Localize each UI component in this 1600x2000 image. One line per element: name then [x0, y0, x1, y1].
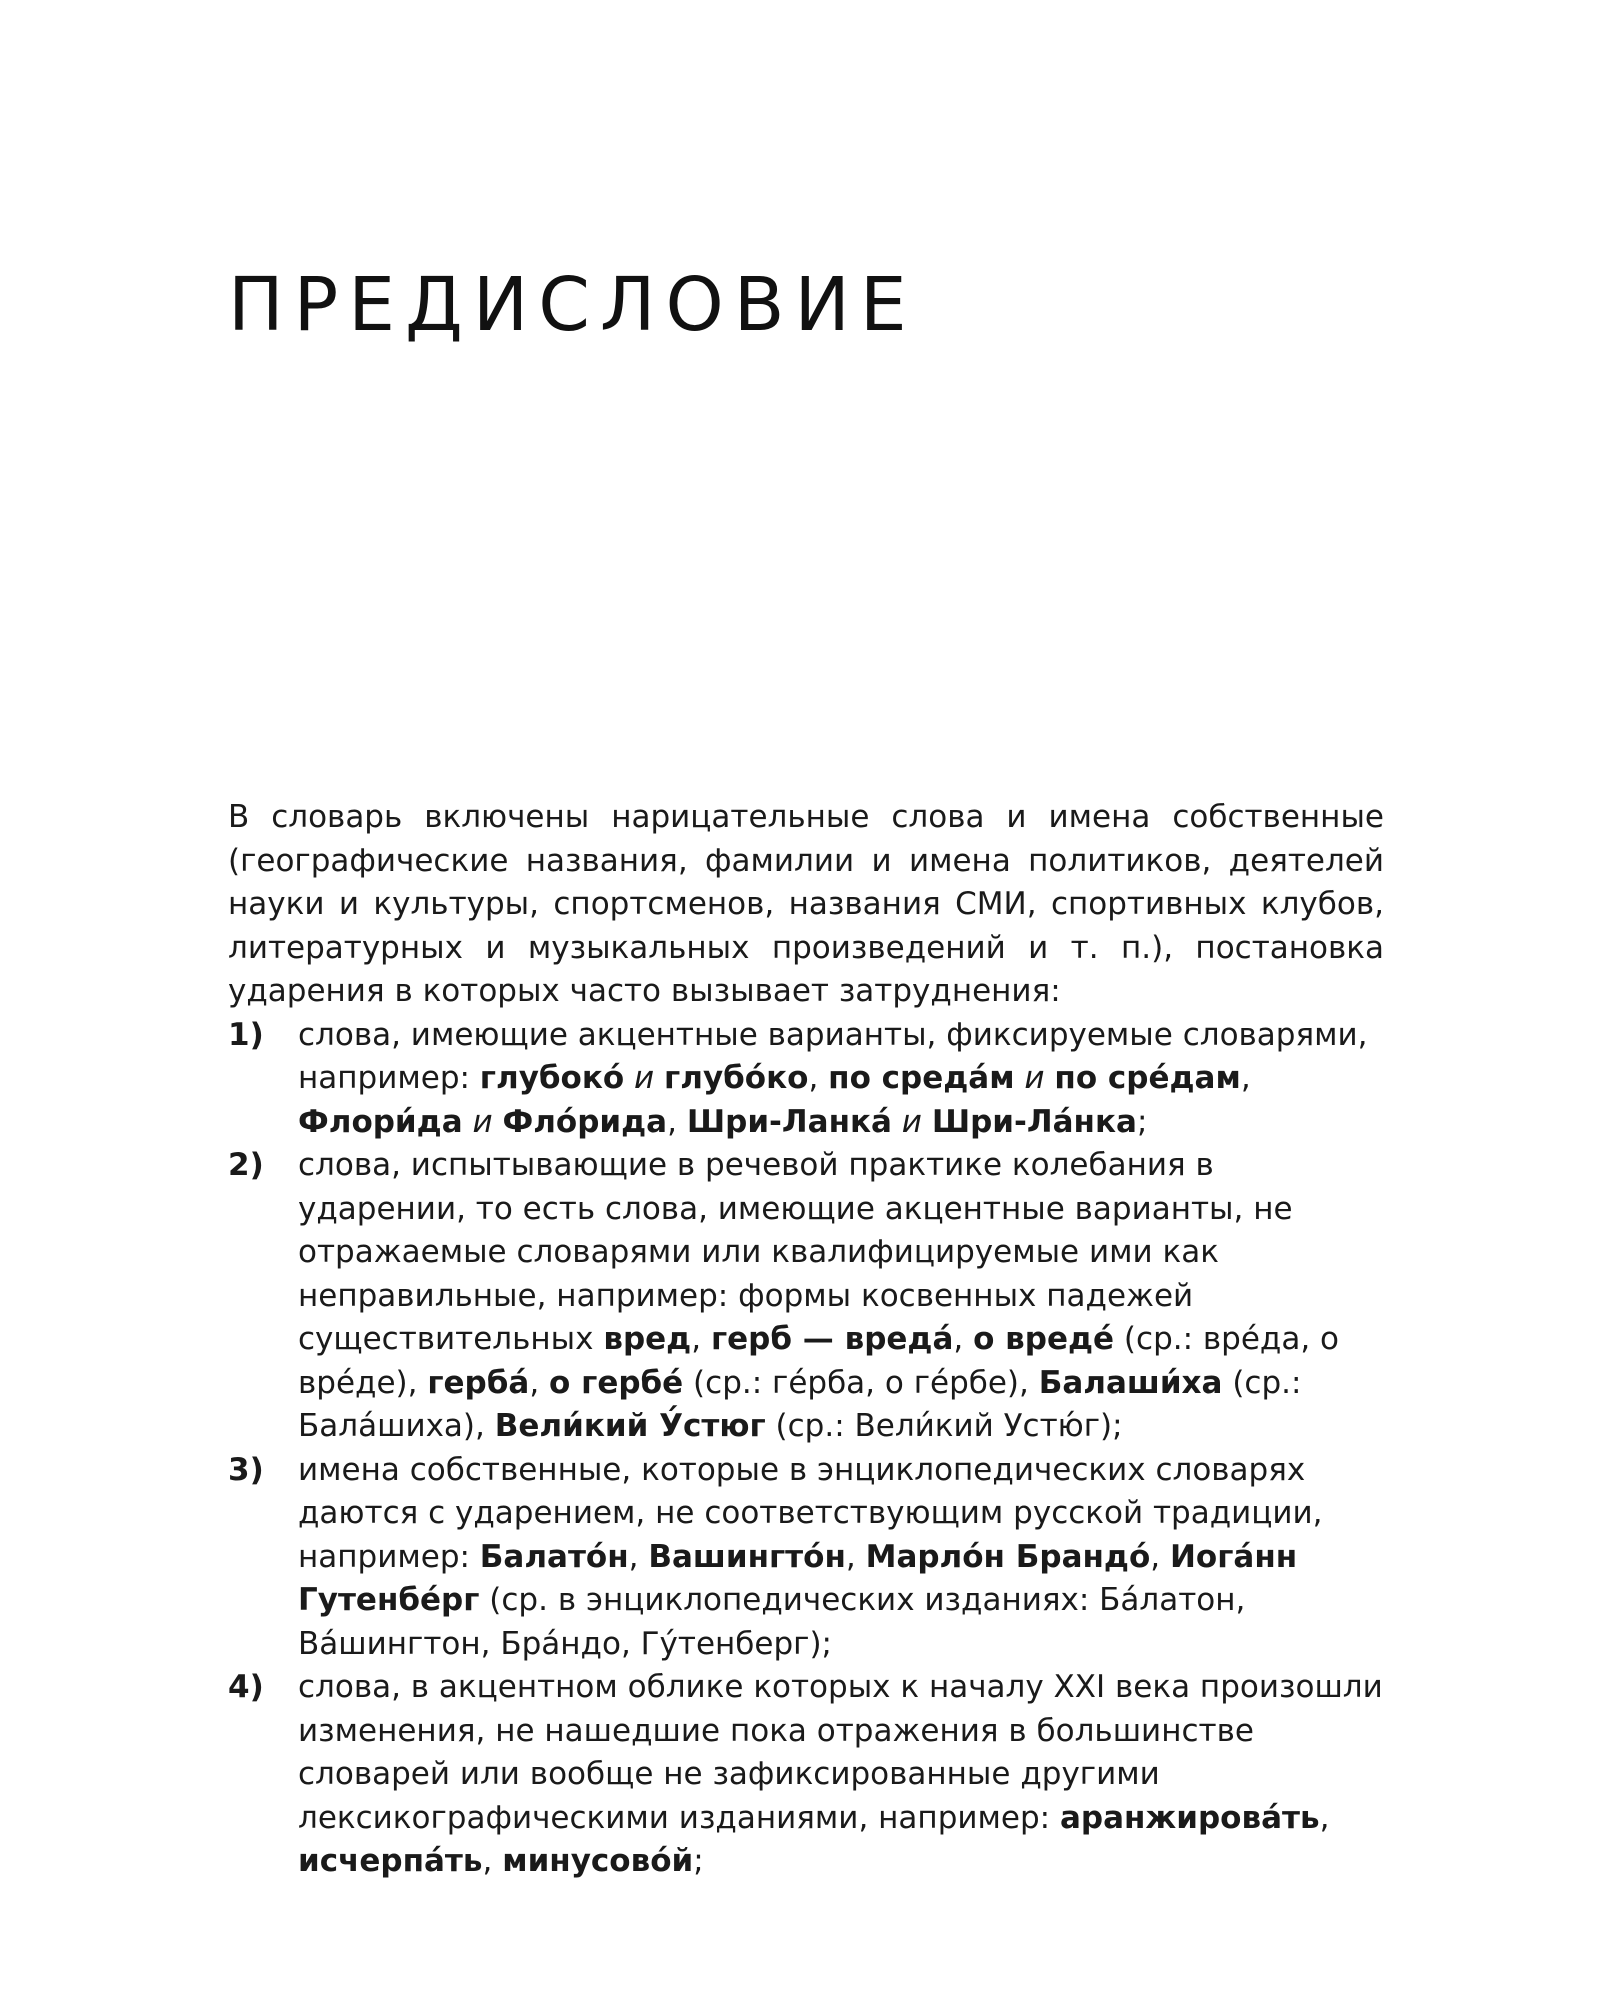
term-bold: глубоко́: [479, 1060, 625, 1096]
term-bold: Балаши́ха: [1038, 1364, 1223, 1401]
term-bold: герба́: [427, 1364, 530, 1401]
term-bold: герб — вреда́: [710, 1321, 954, 1357]
list-item-number: 4): [228, 1669, 264, 1705]
text-run: ,: [845, 1538, 866, 1575]
term-bold: глубо́ко: [664, 1060, 809, 1096]
term-bold: о гербе́: [549, 1364, 684, 1401]
text-run: (ср.: Бала́шиха),: [298, 1364, 1302, 1444]
text-run: слова, имеющие акцентные варианты, фиксируемые словарями, например:: [298, 1016, 1368, 1096]
text-run: (ср.: ге́рба, о ге́рбе),: [683, 1364, 1039, 1401]
conjunction-italic: и: [462, 1103, 503, 1140]
text-run: ,: [529, 1364, 550, 1401]
list-item: [228, 1666, 1384, 1884]
term-bold: исчерпа́ть: [298, 1843, 483, 1879]
conjunction-italic: и: [624, 1060, 665, 1096]
text-run: (ср.: вре́да, о вре́де),: [298, 1321, 1340, 1401]
text-run: ,: [691, 1321, 711, 1357]
term-bold: Вели́кий У́стюг: [494, 1408, 766, 1444]
text-run: ;: [1136, 1103, 1148, 1140]
page-title: ПРЕДИСЛОВИЕ: [228, 262, 917, 348]
text-run: имена собственные, которые в энциклопедических словарях даются с ударением, не соответствующим русской традиции, например:: [298, 1451, 1323, 1575]
list-item-number: 1): [228, 1016, 264, 1053]
list-item-text: [298, 1669, 1383, 1879]
term-bold: Флори́да: [298, 1103, 463, 1140]
term-bold: Фло́рида: [502, 1103, 668, 1140]
list-item: [228, 1144, 1384, 1449]
list-item-number: 3): [228, 1451, 264, 1488]
text-run: ;: [693, 1843, 704, 1879]
term-bold: Вашингто́н: [648, 1538, 846, 1575]
text-run: ,: [667, 1103, 687, 1140]
text-run: ,: [953, 1321, 974, 1357]
text-run: (ср. в энциклопедических изданиях: Ба́латон, Ва́шингтон, Бра́ндо, Гу́тенберг);: [298, 1582, 1246, 1662]
conjunction-italic: и: [1014, 1060, 1055, 1096]
text-run: ,: [628, 1538, 649, 1575]
list-item-number: 2): [228, 1147, 264, 1183]
list-item-text: [298, 1452, 1323, 1662]
term-bold: Балато́н: [479, 1538, 629, 1575]
text-run: слова, испытывающие в речевой практике колебания в ударении, то есть слова, имеющие акцентные варианты, не отражаемые словарями или квалифицируемые ими как неправильные, например: формы косвенных падежей существительных: [298, 1147, 1293, 1357]
text-run: ,: [808, 1060, 829, 1096]
term-bold: по среда́м: [828, 1060, 1015, 1096]
numbered-list: [228, 1014, 1384, 1884]
term-bold: вред: [603, 1321, 692, 1357]
text-run: слова, в акцентном облике которых к началу XXI века произошли изменения, не нашедшие пока отражения в большинстве словарей или вообще не зафиксированные другими лексикографическими изданиями, например:: [298, 1669, 1383, 1836]
text-run: ,: [1319, 1799, 1330, 1836]
conjunction-italic: и: [891, 1103, 932, 1140]
term-bold: Шри-Ла́нка: [931, 1103, 1137, 1140]
term-bold: Марло́н Брандо́: [865, 1538, 1151, 1575]
term-bold: Иога́нн Гутенбе́рг: [298, 1538, 1298, 1618]
text-run: ,: [1150, 1538, 1170, 1575]
list-item-text: [298, 1017, 1368, 1140]
list-item-text: [298, 1147, 1339, 1444]
term-bold: аранжирова́ть: [1059, 1799, 1320, 1836]
text-run: ,: [482, 1843, 503, 1879]
list-item: [228, 1449, 1384, 1667]
text-run: (ср.: Вели́кий Устю́г);: [765, 1408, 1123, 1444]
term-bold: по сре́дам: [1054, 1060, 1241, 1096]
text-run: ,: [1240, 1060, 1251, 1096]
intro-paragraph: В словарь включены нарицательные слова и имена собственные (географические названия, фамилии и имена политиков, деятелей науки и культуры, спортсменов, названия СМИ, спортивных клубов, литературных и музыкальных произведений и т. п.), постановка ударения в которых часто вызывает затруднения:: [228, 799, 1384, 1009]
term-bold: Шри-Ланка́: [686, 1103, 892, 1140]
term-bold: минусово́й: [502, 1843, 694, 1879]
term-bold: о вреде́: [973, 1321, 1115, 1357]
list-item: [228, 1014, 1384, 1145]
body-text: [228, 796, 1384, 1884]
